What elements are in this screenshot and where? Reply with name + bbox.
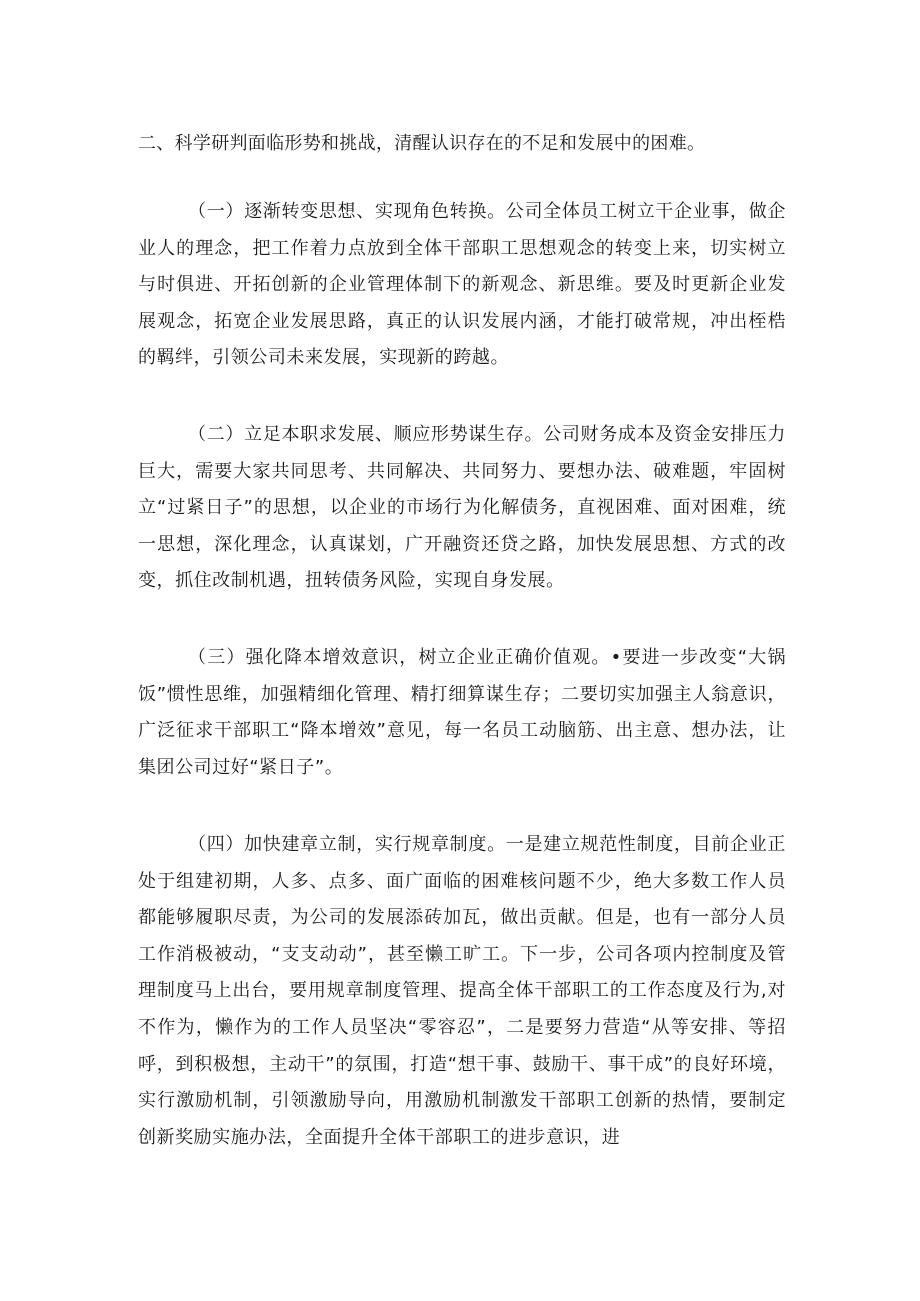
section-heading: 二、科学研判面临形势和挑战，清醒认识存在的不足和发展中的困难。 bbox=[138, 133, 706, 154]
paragraph-1: （一）逐渐转变思想、实现角色转换。公司全体员工树立干企业事，做企业人的理念，把工作着力点放到全体干部职工思想观念的转变上来，切实树立与时俱进、开拓创新的企业管理体制下的新观念、新思维。要及时更新企业发展观念，拓宽企业发展思路，真正的认识发展内涵，才能打破常规，冲出桎梏的羁绊，引领公司未来发展，实现新的跨越。 bbox=[138, 201, 786, 369]
paragraph-3: （三）强化降本增效意识，树立企业正确价值观。•要进一步改变“大锅饭”惯性思维，加强精细化管理、精打细算谋生存；二要切实加强主人翁意识，广泛征求干部职工“降本增效”意见，每一名员工动脑筋、出主意、想办法，让集团公司过好“紧日子”。 bbox=[138, 647, 786, 778]
paragraph-4: （四）加快建章立制，实行规章制度。一是建立规范性制度，目前企业正处于组建初期，人多、点多、面广面临的困难核问题不少，绝大多数工作人员都能够履职尽责，为公司的发展添砖加瓦，做出贡献。但是，也有一部分人员工作消极被动，“支支动动”，甚至懒工旷工。下一步，公司各项内控制度及管理制度马上出台，要用规章制度管理、提高全体干部职工的工作态度及行为,对不作为，懒作为的工作人员坚决“零容忍”，二是要努力营造“从等安排、等招呼，到积极想，主动干”的氛围，打造“想干事、鼓励干、事干成”的良好环境，实行激励机制，引领激励导向，用激励机制激发干部职工创新的热情，要制定创新奖励实施办法，全面提升全体干部职工的进步意识，进 bbox=[138, 834, 786, 1148]
paragraph-2: （二）立足本职求发展、顺应形势谋生存。公司财务成本及资金安排压力巨大，需要大家共同思考、共同解决、共同努力、要想办法、破难题，牢固树立“过紧日子”的思想，以企业的市场行为化解债务，直视困难、面对困难，统一思想，深化理念，认真谋划，广开融资还贷之路，加快发展思想、方式的改变，抓住改制机遇，扭转债务风险，实现自身发展。 bbox=[138, 424, 786, 592]
